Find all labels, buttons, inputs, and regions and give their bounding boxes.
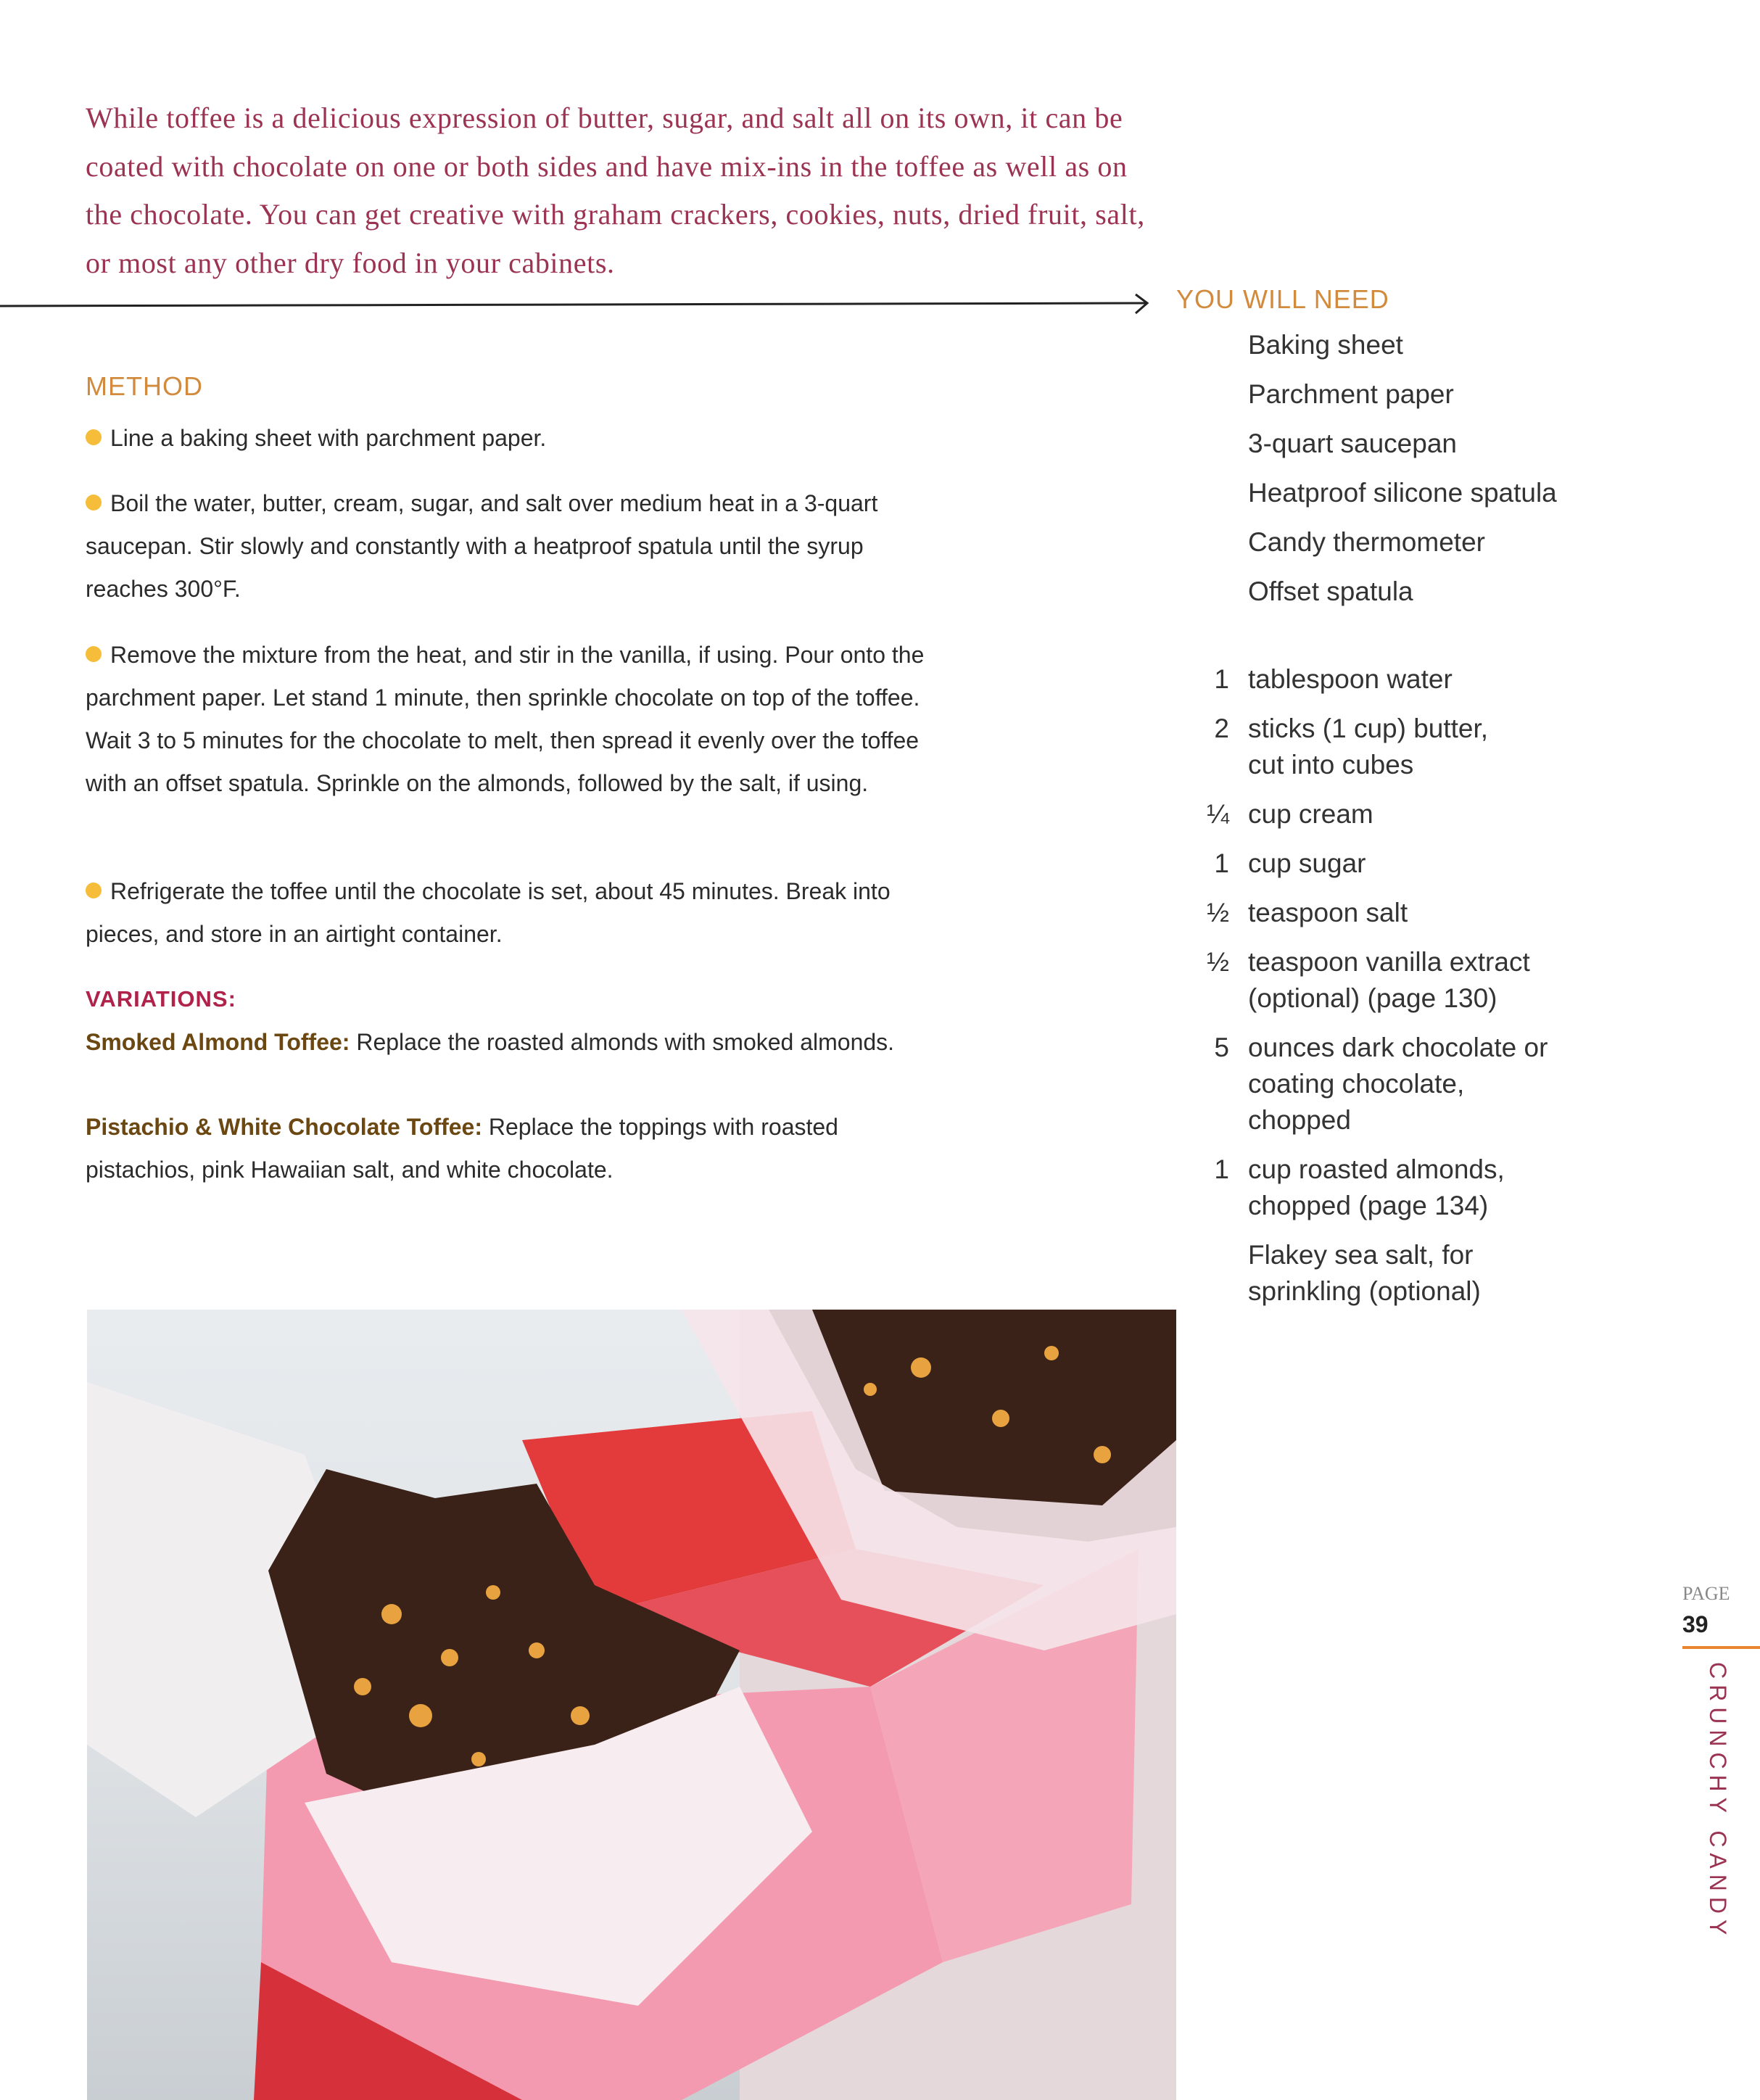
ingredient-item: cup roasted almonds, chopped (page 134) bbox=[1248, 1154, 1505, 1220]
ingredient bbox=[1197, 796, 1545, 832]
method-heading: METHOD bbox=[86, 371, 203, 401]
ingredient bbox=[1197, 944, 1574, 1017]
ingredient bbox=[1197, 846, 1545, 882]
ingredient-item: tablespoon water bbox=[1248, 664, 1453, 694]
variation-name: Pistachio & White Chocolate Toffee: bbox=[86, 1114, 482, 1140]
ingredient bbox=[1197, 1030, 1559, 1138]
ingredient-qty: ½ bbox=[1207, 947, 1229, 977]
page-number: 39 bbox=[1682, 1611, 1709, 1637]
equipment-item: 3-quart saucepan bbox=[1248, 429, 1457, 458]
arrow-divider bbox=[0, 290, 1153, 319]
page-divider bbox=[1682, 1646, 1760, 1649]
equipment-item: Heatproof silicone spatula bbox=[1248, 478, 1557, 508]
ingredient-item: Flakey sea salt, for sprinkling (optional) bbox=[1248, 1240, 1481, 1306]
variation bbox=[86, 1021, 941, 1064]
variation bbox=[86, 1106, 941, 1191]
bullet-icon bbox=[86, 429, 102, 445]
ingredient bbox=[1197, 1237, 1545, 1310]
equipment-item: Baking sheet bbox=[1248, 330, 1403, 360]
step-text: Remove the mixture from the heat, and stir in the vanilla, if using. Pour onto the parchment paper. Let stand 1 minute, then sprinkle chocolate on top of the toffee. Wait 3 to 5 minutes for the chocolate to melt, then spread it evenly over the toffee with an offset spatula. Sprinkle on the almonds, followed by the salt, if using. bbox=[86, 642, 925, 796]
ingredient-item: sticks (1 cup) butter, cut into cubes bbox=[1248, 714, 1489, 780]
bullet-icon bbox=[86, 646, 102, 662]
toffee-photo bbox=[87, 1310, 1176, 2100]
chapter-title: CRUNCHY CANDY bbox=[1705, 1662, 1731, 1941]
ingredient-qty: 1 bbox=[1214, 664, 1229, 694]
ingredient bbox=[1197, 895, 1545, 931]
step-text: Line a baking sheet with parchment paper. bbox=[110, 425, 547, 451]
ingredient-item: ounces dark chocolate or coating chocolate, chopped bbox=[1248, 1033, 1548, 1135]
variations-heading: VARIATIONS: bbox=[86, 986, 236, 1012]
ingredient-qty: 2 bbox=[1214, 714, 1229, 743]
method-step bbox=[86, 482, 941, 611]
ingredient-qty: 1 bbox=[1214, 848, 1229, 878]
ingredient bbox=[1197, 661, 1545, 698]
variation-text: Replace the roasted almonds with smoked almonds. bbox=[350, 1029, 895, 1055]
page-label: PAGE bbox=[1682, 1583, 1730, 1604]
ingredient bbox=[1197, 1152, 1559, 1224]
bullet-icon bbox=[86, 495, 102, 510]
method-step bbox=[86, 634, 941, 805]
step-text: Boil the water, butter, cream, sugar, and salt over medium heat in a 3-quart saucepan. Stir slowly and constantly with a heatproof spatula until the syrup reaches 300°F. bbox=[86, 490, 878, 602]
variation-text: Replace the toppings with roasted pistachios, pink Hawaiian salt, and white chocolate. bbox=[86, 1114, 838, 1183]
variation-name: Smoked Almond Toffee: bbox=[86, 1029, 350, 1055]
toffee-box-illustration bbox=[87, 1310, 1176, 2100]
equipment-item: Candy thermometer bbox=[1248, 527, 1485, 557]
ingredient-qty: ½ bbox=[1207, 898, 1229, 927]
equipment-item: Offset spatula bbox=[1248, 576, 1413, 606]
equipment-item: Parchment paper bbox=[1248, 379, 1454, 409]
ingredient-item: cup cream bbox=[1248, 799, 1373, 829]
ingredient-qty: 5 bbox=[1214, 1033, 1229, 1062]
you-will-need-heading: YOU WILL NEED bbox=[1176, 284, 1389, 314]
step-text: Refrigerate the toffee until the chocolate is set, about 45 minutes. Break into pieces, and store in an airtight container. bbox=[86, 878, 891, 947]
method-step bbox=[86, 870, 941, 956]
ingredient-qty: ¼ bbox=[1207, 799, 1229, 829]
ingredient-item: cup sugar bbox=[1248, 848, 1366, 878]
bullet-icon bbox=[86, 882, 102, 898]
intro-paragraph: While toffee is a delicious expression of butter, sugar, and salt all on its own, it can be coated with chocolate on one or both sides and have mix-ins in the toffee as well as on the chocolate. You can get creative with graham crackers, cookies, nuts, dried fruit, salt, or most any other dry food in your cabinets. bbox=[86, 102, 1145, 279]
method-step bbox=[86, 417, 941, 460]
ingredient-item: teaspoon salt bbox=[1248, 898, 1408, 927]
ingredient-qty bbox=[1197, 1237, 1229, 1310]
ingredient bbox=[1197, 711, 1530, 783]
ingredient-item: teaspoon vanilla extract (optional) (page 130) bbox=[1248, 947, 1530, 1013]
ingredient-qty: 1 bbox=[1214, 1154, 1229, 1184]
